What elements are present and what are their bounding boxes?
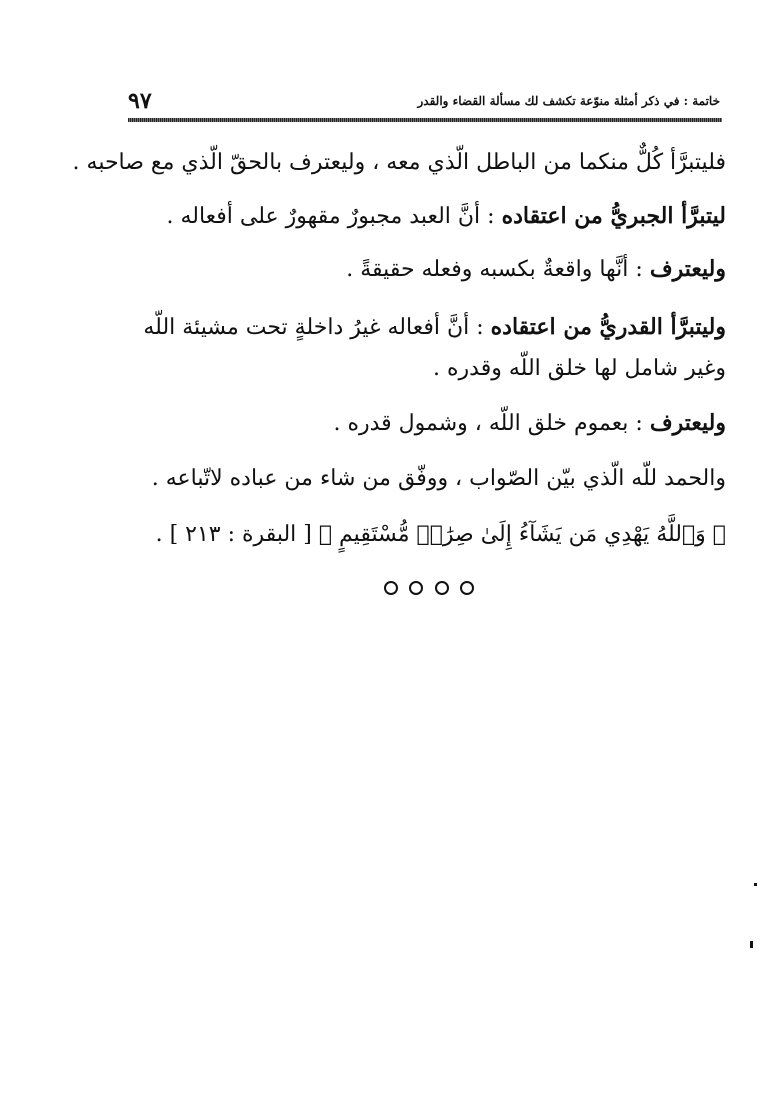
paragraph-jabri-acknowledge: [346, 254, 726, 285]
quran-verse: ﴿ وَٱللَّهُ يَهْدِي مَن يَشَآءُ إِلَىٰ صِرَٰطٖ مُّسْتَقِيمٍ ﴾: [318, 522, 726, 547]
qadari-text: : أنَّ أفعاله غيرُ داخلةٍ تحت مشيئة اللّه: [143, 315, 491, 340]
acknowledge-text-1: : أنَّها واقعةٌ بكسبه وفعله حقيقةً .: [346, 257, 650, 282]
qadari-heading: وليتبرَّأ القدريُّ من اعتقاده: [490, 314, 726, 340]
paragraph-qadari-acknowledge: [333, 408, 726, 439]
running-header-title: خاتمة : في ذكر أمثلة منوّعة تكشف لك مسألة القضاء والقدر: [417, 94, 720, 108]
jabri-heading: ليتبرَّأ الجبريُّ من اعتقاده: [501, 203, 726, 229]
verse-reference: [ البقرة : ٢١٣ ] .: [155, 522, 319, 547]
ornament-circle-icon: [409, 581, 423, 595]
section-end-ornament: [384, 576, 474, 600]
acknowledge-heading-2: وليعترف: [649, 410, 726, 436]
header-rule: [128, 118, 722, 122]
jabri-text: : أنَّ العبد مجبورٌ مقهورٌ على أفعاله .: [166, 204, 502, 229]
paragraph-conclusion: فليتبرَّأ كُلٌّ منكما من الباطل الّذي معه ، وليعترف بالحقّ الّذي مع صاحبه .: [72, 150, 726, 175]
scan-speck: [754, 883, 757, 886]
acknowledge-heading-1: وليعترف: [649, 256, 726, 282]
quran-verse-line: [156, 520, 726, 550]
scan-speck: [750, 941, 753, 948]
ornament-circle-icon: [460, 581, 474, 595]
page-number: ٩٧: [128, 88, 152, 114]
paragraph-jabri: [166, 201, 726, 232]
ornament-circle-icon: [435, 581, 449, 595]
ornament-circle-icon: [384, 581, 398, 595]
paragraph-praise: والحمد للّه الّذي بيّن الصّواب ، ووفّق من شاء من عباده لاتّباعه .: [151, 466, 726, 491]
page-header: [128, 88, 720, 116]
paragraph-qadari-continued: وغير شامل لها خلق اللّه وقدره .: [433, 356, 726, 381]
paragraph-qadari: [143, 312, 726, 343]
acknowledge-text-2: : بعموم خلق اللّه ، وشمول قدره .: [333, 411, 650, 436]
